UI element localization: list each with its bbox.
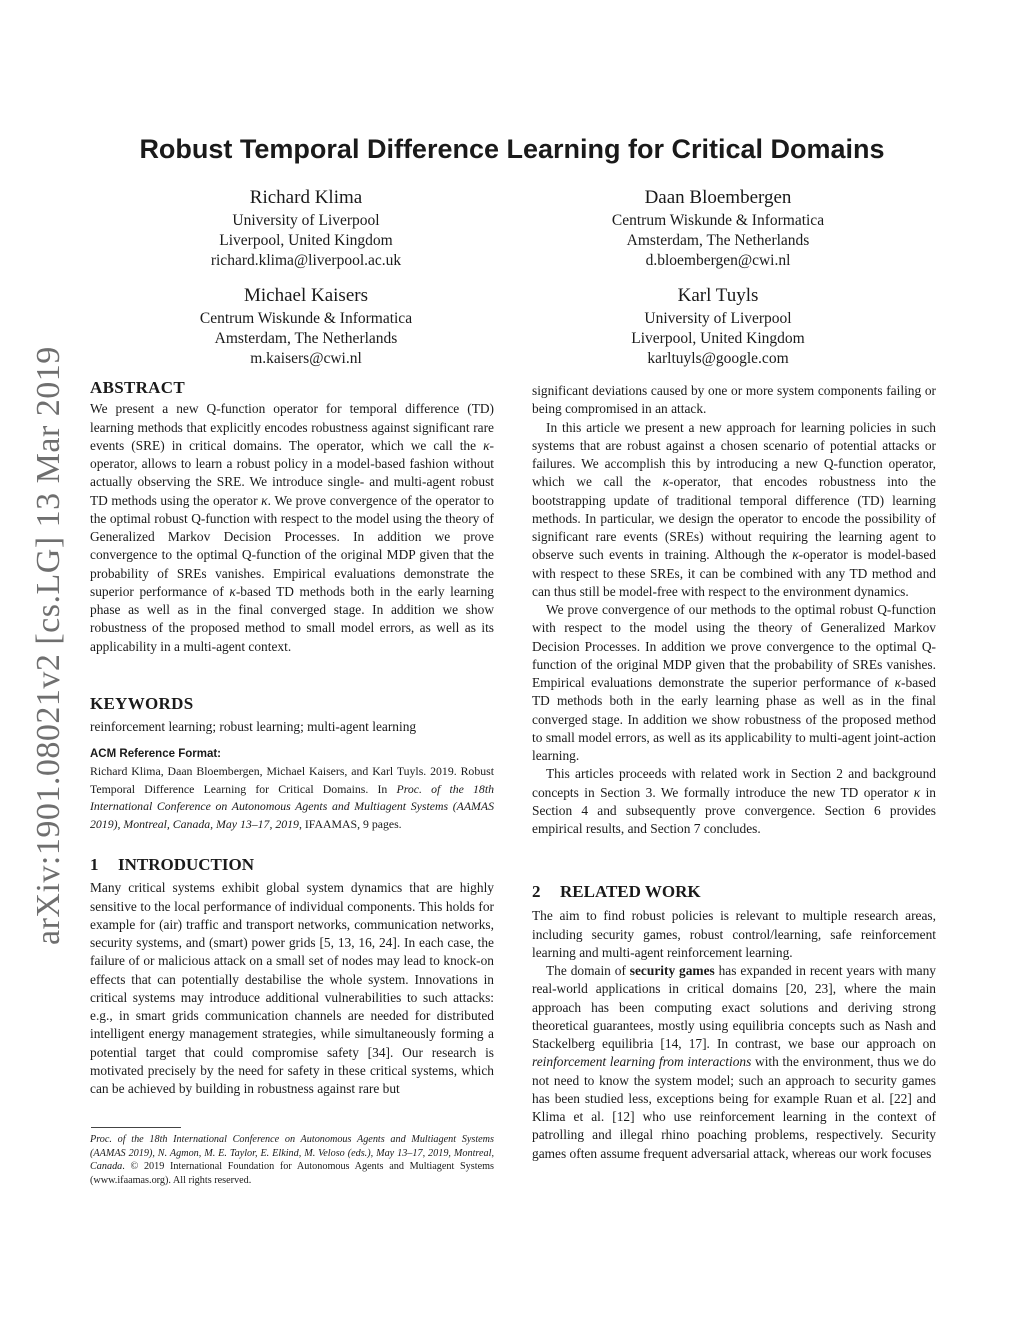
right-column-intro [532, 382, 936, 838]
footnote [90, 1133, 494, 1187]
acm-reference-text: Richard Klima, Daan Bloembergen, Michael Kaisers, and Karl Tuyls. 2019. Robust Temporal Difference Learning for Critical Domains. In Proc. of the 18th International Conference on Autonomous Agents and Multiagent Systems (AAMAS 2019), Montreal, Canada, May 13–17, 2019, IFAAMAS, 9 pages. [90, 764, 494, 831]
author-name: Michael Kaisers [244, 285, 368, 306]
introduction-section [90, 856, 494, 1098]
author-email: karltuyls@google.com [647, 350, 789, 367]
keywords-heading: KEYWORDS [90, 694, 194, 713]
author-affiliation: Centrum Wiskunde & Informatica [199, 310, 413, 327]
related-work-heading: 2 RELATED WORK [532, 882, 701, 901]
author-location: Liverpool, United Kingdom [631, 330, 805, 347]
paragraph: significant deviations caused by one or more system components failing or being compromised in an attack. [532, 383, 936, 417]
abstract-text: We present a new Q-function operator for temporal difference (TD) learning methods that explicitly encodes robustness against significant rare events (SRE) in critical domains. The operator, which we call the κ-operator, allows to learn a robust policy in a model-based fashion without actually observing the SRE. We introduce single- and multi-agent robust TD methods using the operator κ. We prove convergence of the operator to the optimal robust Q-function with respect to the model using the theory of Generalized Markov Decision Processes. In addition we prove convergence to the optimal Q-function of the original MDP given that the probability of SREs vanishes. Empirical evaluations demonstrate the superior performance of κ-based TD methods both in the early learning phase as well as in the final converged stage. In addition we show robustness of the proposed method to small model errors, as well as its applicability in a multi-agent context. [90, 401, 495, 654]
paragraph: This articles proceeds with related work in Section 2 and background concepts in Section 3. We formally introduce the new TD operator κ in Section 4 and subsequently prove convergence. Section 6 provides empirical results, and Section 7 concludes. [532, 766, 936, 836]
keywords-section [90, 695, 494, 737]
footnote-rule [91, 1127, 181, 1128]
keywords-text: reinforcement learning; robust learning; multi-agent learning [90, 719, 417, 735]
author-name: Daan Bloembergen [644, 187, 792, 208]
paragraph: The domain of security games has expanded in recent years with many real-world applications in critical domains [20, 23], where the main approach has been computing exact solutions and deriving strong theoretical guarantees, mostly using equilibria concepts such as Nash and Stackelberg equilibria [14, 17]. In contrast, we base our approach on reinforcement learning from interactions with the environment, thus we do not need to know the system model; such an approach to security games has been studied less, exceptions being for example Ruan et al. [22] and Klima et al. [12] who use reinforcement learning in the context of patrolling and illegal rhino poaching problems, respectively. Security games often assume frequent adversarial attack, whereas our work focuses [532, 963, 937, 1161]
author-email: richard.klima@liverpool.ac.uk [210, 252, 402, 269]
author-location: Amsterdam, The Netherlands [626, 232, 810, 249]
author-affiliation: University of Liverpool [232, 212, 380, 229]
author-block [553, 283, 883, 369]
author-block [553, 185, 883, 271]
author-name: Richard Klima [249, 187, 363, 208]
author-name: Karl Tuyls [677, 285, 759, 306]
introduction-heading: 1 INTRODUCTION [90, 855, 255, 874]
author-location: Amsterdam, The Netherlands [214, 330, 398, 347]
author-email: m.kaisers@cwi.nl [250, 350, 362, 367]
abstract-section [90, 379, 494, 656]
paragraph: In this article we present a new approach for learning policies in such systems that are robust against a chosen scenario of potential attacks or failures. We accomplish this by introducing a new Q-function operator, which we call the κ-operator, that encodes robustness into the bootstrapping update of traditional temporal difference (TD) learning methods. In particular, we design the operator to encode the possibility of significant rare events (SREs) without requiring the learning agent to observe such events in training. Although the κ-operator is model-based with respect to these SREs, it can be combined with any TD method and can thus still be model-free with respect to the environment dynamics. [532, 419, 936, 599]
author-location: Liverpool, United Kingdom [219, 232, 393, 249]
paragraph: The aim to find robust policies is relevant to multiple research areas, including security games, robust control/learning, safe reinforcement learning and multi-agent reinforcement learning. [532, 908, 936, 960]
acm-reference [90, 746, 494, 833]
footnote-text: Proc. of the 18th International Conference on Autonomous Agents and Multiagent Systems (AAMAS 2019), N. Agmon, M. E. Taylor, E. Elkind, M. Veloso (eds.), May 13–17, 2019, Montreal, Canada. © 2019 International Foundation for Autonomous Agents and Multiagent Systems (www.ifaamas.org). All rights reserved. [90, 1134, 494, 1186]
introduction-text: Many critical systems exhibit global system dynamics that are highly sensitive to the local performance of individual components. This holds for example for (air) traffic and transport networks, communication networks, security systems, and (smart) power grids [5, 13, 16, 24]. In each case, the failure of or malicious attack on a small set of nodes may lead to knock-on effects that can potentially destabilise the whole system. Innovations in critical systems may introduce additional vulnerabilities to such attacks: e.g., in smart grids communication channels are needed for distributed intelligent energy management strategies, while simultaneously forming a potential target that could compromise safety [34]. Our research is motivated precisely by the need for safety in these critical systems, which can be achieved by building in robustness against rare but [90, 880, 494, 1096]
author-affiliation: University of Liverpool [644, 310, 792, 327]
related-work-section [532, 883, 936, 1163]
abstract-heading: ABSTRACT [90, 378, 185, 397]
paper-title: Robust Temporal Difference Learning for Critical Domains [139, 134, 885, 164]
author-email: d.bloembergen@cwi.nl [645, 252, 791, 269]
acm-reference-label: ACM Reference Format: [90, 748, 221, 760]
author-block [141, 185, 471, 271]
author-block [141, 283, 471, 369]
author-affiliation: Centrum Wiskunde & Informatica [611, 212, 825, 229]
paragraph: We prove convergence of our methods to the optimal robust Q-function with respect to the model using the theory of Generalized Markov Decision Processes. In addition we prove convergence to the optimal Q-function of the original MDP given that the probability of SREs vanishes. Empirical evaluations demonstrate the superior performance of κ-based TD methods both in the early learning phase as well as in the final converged stage. In addition we show robustness of the proposed method to small model errors, as well as its applicability to multi-agent joint-action learning. [532, 602, 936, 763]
arxiv-stamp: arXiv:1901.08021v2 [cs.LG] 13 Mar 2019 [30, 346, 67, 945]
